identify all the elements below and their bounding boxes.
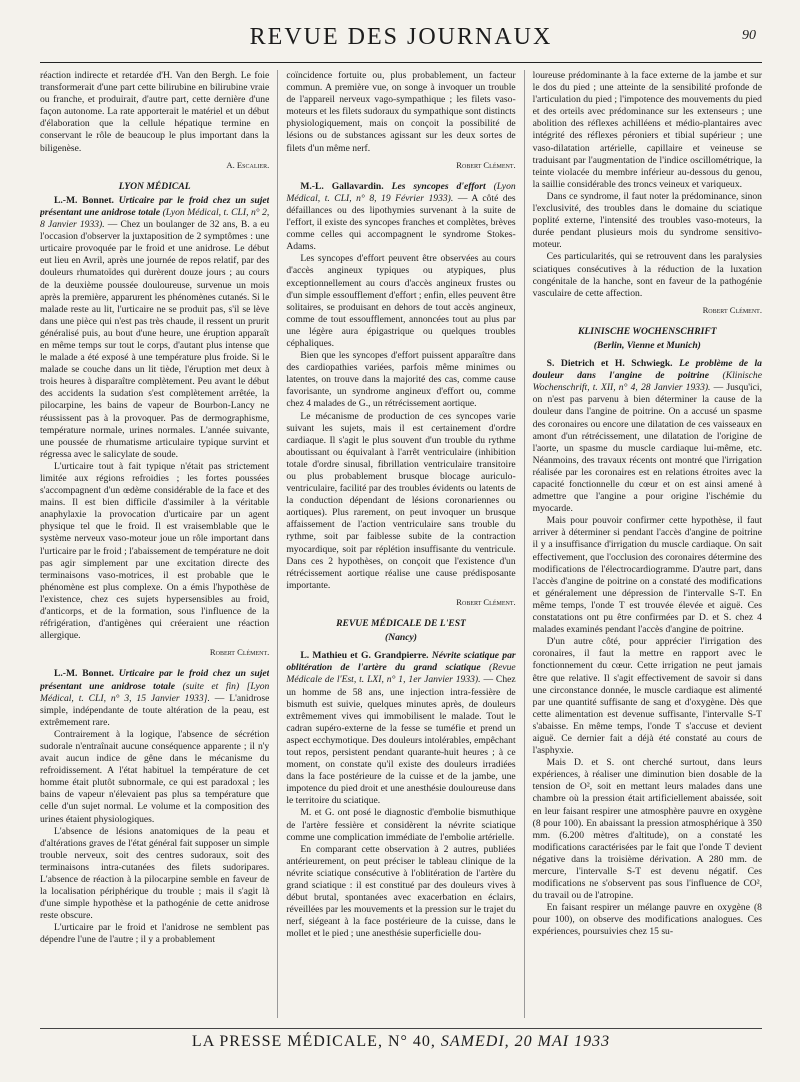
- article-text: — L'anidrose simple, indépendante de toute altération de la peau, est extrêmement rare.: [40, 692, 270, 728]
- journal-heading: LYON MÉDICAL: [118, 180, 191, 192]
- column-3: [524, 70, 762, 1018]
- article-source: (Lyon Médical, t. CLI, n° 8, 19 Février 1933).: [286, 180, 516, 204]
- article-title: Le problème de la douleur dans l'angine de poitrine: [532, 358, 762, 382]
- paragraph: L'urticaire tout à fait typique n'était pas strictement limitée aux régions refroidies ; les fortes poussées s'accompagnent d'un œdème considérable de la face et des mains. Il est bien difficile d'assimiler à la véritable anaphylaxie la provocation d'urticaire par un agent physique tel que le froid. Il est vraisemblable que le système nerveux vaso-moteur joue un rôle important dans l'urticaire par le froid ; l'abaissement de température ne doit pas agir simplement par une excitation directe des terminaisons vaso-motrices, il est probable que le phénomène est plus complexe. On a émis l'hypothèse de l'existence, chez ces sujets hypersensibles au froid, d'anticorps, et de la formation, sous l'influence de la réfrigération, d'antigènes qui créeraient une réaction allergique.: [40, 460, 270, 642]
- article-text: — Jusqu'ici, on n'est pas parvenu à bien déterminer la cause de la douleur dans l'angine de poitrine. On a accusé un spasme des coronaires ou encore une dilatation de ces vaisseaux en amont d'un rétrécissement, une dilatation de l'origine de l'aorte, un spasme du muscle cardiaque lui-même, etc. Néanmoins, des travaux récents ont montré que l'irrigation réalisée par les coronaires est en relations étroites avec la capacité fonctionnelle du cœur et on est ainsi amené à admettre que l'angine a pour origine l'ischémie du myocarde.: [532, 382, 762, 515]
- article-authors: M.-L. Gallavardin.: [300, 180, 384, 192]
- article-text: — Chez un boulanger de 32 ans, B. a eu l'occasion d'observer la juxtaposition de 2 symptômes : une urticaire provoquée par le froid et une anidrose. Le début eut lieu en Avril, après une journée de repos relatif, par des douleurs rhumatoïdes qui durèrent douze jours ; au cours de la deuxième poussée douloureuse, survenue un mois après la première, apparurent les phénomènes cutanés. Si le malade reste au lit, l'urticaire ne se produit pas, s'il se lève dans une pièce qui n'est pas très chaude, il ressent un prurit généralisé puis, au bout d'une heure, une éruption apparaît en même temps sur tout le corps, d'autant plus intense que le malade a été exposé à une température plus froide. Si le malade se couche dans un lit tiède, l'éruption met deux à trois heures à disparaître complètement. Peu avant le début des accidents la sudation s'est complètement arrêtée, la pilocarpine, les bains de vapeur de Bourbon-Lancy ne réussissent pas à la provoquer. Pas de dermographisme, température normale, urines normales. L'année suivante, une poussée de rhumatisme articulaire typique survint et régressa avec le salicylate de soude.: [40, 219, 270, 460]
- author-signature: Robert Clément.: [456, 596, 516, 607]
- paragraph: réaction indirecte et retardée d'H. Van den Bergh. Le foie transformerait d'une part cette bilirubine en bilirubine vraie ou franche, et produirait, d'autre part, cette dernière d'une façon autonome. La rate apporterait le matériel et un début d'élaboration que la cellule hépatique termine en conservant le rôle de beaucoup le plus important dans la biligenèse.: [40, 70, 270, 154]
- journal-heading: KLINISCHE WOCHENSCHRIFT: [577, 325, 717, 337]
- paragraph: En comparant cette observation à 2 autres, publiées antérieurement, on peut préciser le tableau clinique de la névrite sciatique consécutive à l'oblitération de l'artère du grand sciatique : il est constitué par des douleurs vives à début brutal, spontanées avec exacerbation en éclairs, réveillées par les mouvements et la pression sur le trajet du nerf, siégeant à la face postérieure de la cuisse, dans le mollet et le pied ; une anesthésie superficielle dou-: [286, 843, 516, 940]
- journal-location: (Berlin, Vienne et Munich): [593, 339, 701, 351]
- article-title: Urticaire par le froid chez un sujet présentant une anidrose totale: [40, 668, 270, 692]
- author-signature: Robert Clément.: [456, 159, 516, 170]
- paragraph: Mais pour pouvoir confirmer cette hypothèse, il faut arriver à déterminer si pendant l'accès d'angine de poitrine il y a insuffisance d'irrigation du muscle cardiaque. On sait effectivement, que l'occlusion des coronaires détermine des modifications de l'électrocardiogramme. D'autre part, dans l'accès d'angine de poitrine on a constaté des modifications et généralement une dépression de l'intervalle S-T. En même temps, l'onde T est trouvée élevée et aiguë. Ces constatations ont pu être confirmées par D. et S. chez 4 malades examinés pendant l'accès d'angine de poitrine.: [532, 515, 762, 636]
- article-entry: [286, 181, 515, 254]
- article-entry: [286, 650, 515, 807]
- page-header: [40, 18, 762, 63]
- paragraph: Dans ce syndrome, il faut noter la prédominance, sinon l'exclusivité, des troubles dans le domaine du sciatique poplité externe, l'intensité des troubles vaso-moteurs, la durée pendant plusieurs mois du syndrome sensitivo-moteur.: [532, 190, 762, 251]
- article-title: Urticaire par le froid chez un sujet présentant une anidrose totale: [40, 194, 270, 218]
- page-footer: [40, 1028, 762, 1051]
- article-entry: [40, 668, 269, 728]
- article-entry: [40, 195, 269, 461]
- article-source: (Revue Médicale de l'Est, t. LXI, n° 1, 1er Janvier 1933).: [286, 662, 516, 686]
- author-signature: Robert Clément.: [702, 304, 762, 315]
- page-title: REVUE DES JOURNAUX: [249, 24, 553, 50]
- article-source: (Lyon Médical, t. CLI, n° 2, 8 Janvier 1933).: [40, 206, 270, 231]
- author-signature: A. Escalier.: [226, 159, 270, 170]
- paragraph: Mais D. et S. ont cherché surtout, dans leurs expériences, à réaliser une diminution bien dosable de la tension de O², soit en mettant leurs malades dans une chambre où la pression était artificiellement abaissée, soit en leur faisant respirer une atmosphère pauvre en oxygène (8 pour 100). En abaissant la pression atmosphérique à 350 mm. (6.200 mètres d'altitude), on a constaté les modifications caractérisées par le fait que l'onde T devient négative dans la troisième dérivation. A 280 mm. de mercure, l'intervalle S-T est devenu négatif. Ces modifications ne s'observent pas sous l'influence de CO², du travail ou de l'atropine.: [532, 757, 762, 902]
- article-authors: L.-M. Bonnet.: [54, 194, 114, 206]
- paragraph: D'un autre côté, pour apprécier l'irrigation des coronaires, il faut la mettre en rapport avec le fonctionnement du cœur. Cette irrigation ne peut jamais être que relative. Il s'agit effectivement de savoir si dans une circonstance donnée, le muscle cardiaque est alimenté par une quantité suffisante de sang et d'oxygène. Dès que cette alimentation est devenue suffisante, l'intervalle S-T s'abaisse. En même temps, l'onde T s'accuse et devient aiguë. Ce dernier fait a déjà été constaté au cours de l'asphyxie.: [532, 636, 762, 757]
- paragraph: L'urticaire par le froid et l'anidrose ne semblent pas dépendre l'une de l'autre ; il y a probablement: [40, 922, 270, 946]
- article-source: (suite et fin) [Lyon Médical, t. CLI, n° 3, 15 Janvier 1933].: [40, 680, 270, 704]
- paragraph: Contrairement à la logique, l'absence de sécrétion sudorale n'entraînait aucune conséquence apparente ; il n'y avait aucun indice de gêne dans le mécanisme du refroidissement. A l'état habituel la température de cet homme était plutôt subnormale, ce qui est paradoxal ; les bains de vapeur n'élevaient pas plus sa température que celle d'un sujet normal. Le volume et la composition des urines étaient physiologiques.: [40, 728, 270, 825]
- column-1: [40, 70, 269, 1018]
- paragraph: loureuse prédominante à la face externe de la jambe et sur le dos du pied ; une atteinte de la sensibilité profonde de l'articulation du pied ; l'impotence des mouvements du pied et des orteils avec prédominance sur les extenseurs ; une abolition des réflexes achilléens et médio-plantaires avec intégrité des réflexes péroniers et tibial supérieur ; une vaso-dilatation artérielle, capillaire et veineuse se traduisant par l'augmentation de l'indice oscillométrique, la teinte violacée du membre inférieur au-dessous du genou, la saillie considérable des troncs veineux et variqueux.: [532, 70, 762, 190]
- issue-date: SAMEDI, 20 MAI 1933: [440, 1033, 611, 1050]
- journal-heading: REVUE MÉDICALE DE L'EST: [336, 618, 466, 630]
- article-source: (Klinische Wochenschrift, t. XII, n° 4, 28 Janvier 1933).: [532, 370, 762, 394]
- author-signature: Robert Clément.: [209, 647, 270, 658]
- article-title: Névrite sciatique par oblitération de l'artère du grand sciatique: [286, 650, 516, 674]
- page-number: 90: [742, 28, 756, 43]
- column-2: [277, 70, 515, 1018]
- paragraph: M. et G. ont posé le diagnostic d'embolie bismuthique de l'artère fessière et considèrent la névrite sciatique comme une complication immédiate de l'embolie artérielle.: [286, 807, 516, 843]
- article-entry: [533, 358, 762, 515]
- journal-location: (Nancy): [385, 632, 417, 644]
- paragraph: Le mécanisme de production de ces syncopes varie suivant les sujets, mais il est certainement d'ordre cardiaque. Il s'agit le plus souvent d'un trouble du rythme aboutissant ou équivalant à l'arrêt ventriculaire (inhibition totale d'ordre sinusal, fibrillation ventriculaire transitoire ou plus probablement brusque blocage auriculo-ventriculaire, facilité par des troubles évidents ou latents de la conduction dépendant de lésions coronariennes ou aortiques). Plus rarement, on peut invoquer un brusque affaissement de l'action ventriculaire sans trouble du rythme, soit par faiblesse subite de la contraction myocardique, soit par réplétion insuffisante du ventricule. Dans ces 2 hypothèses, on conçoit que l'existence d'un rétrécissement aortique réalise une cause prédisposante importante.: [286, 410, 516, 591]
- paragraph: En faisant respirer un mélange pauvre en oxygène (8 pour 100), on observe des modifications analogues. Ces expériences, poursuivies chez 15 su-: [532, 902, 762, 938]
- article-authors: L.-M. Bonnet.: [54, 668, 114, 680]
- publication-info: LA PRESSE MÉDICALE, N° 40,: [191, 1033, 436, 1050]
- paragraph: Les syncopes d'effort peuvent être observées au cours d'accès angineux typiques ou atypiques, plus exceptionnellement au cours d'accès angineux frustes ou d'un simple essoufflement d'effort ; enfin, elles peuvent être solitaires, se produisant en dehors de tout accès angineux, comme de tout essoufflement, annoncées tout au plus par une légère aura épigastrique ou quelques troubles céphaliques.: [286, 253, 516, 349]
- article-authors: L. Mathieu et G. Grandpierre.: [300, 650, 429, 662]
- paragraph: L'absence de lésions anatomiques de la peau et d'altérations graves de l'état général fait supposer un simple trouble nerveux, soit des centres sudoraux, soit des terminaisons intra-cutanées des filets sudoripares. L'absence de réaction à la pilocarpine semble en faveur de la localisation périphérique du trouble ; mais il s'agit là d'une simple hypothèse et la pathogénie de cette anidrose reste obscure.: [40, 825, 270, 922]
- journal-page: [40, 18, 762, 1068]
- paragraph: Ces particularités, qui se retrouvent dans les paralysies sciatiques consécutives à la réduction de la luxation congénitale de la hanche, sont en faveur de la pathogénie vasculaire de cette affection.: [532, 251, 762, 299]
- paragraph: Bien que les syncopes d'effort puissent apparaître dans des cardiopathies variées, parfois même minimes ou latentes, on trouve dans la majorité des cas, comme cause favorisante, un syndrome angineux d'effort ou, comme chez 4 malades de G., un rétrécissement aortique.: [286, 350, 516, 410]
- article-authors: S. Dietrich et H. Schwiegk.: [546, 358, 673, 370]
- text-columns: [40, 70, 762, 1018]
- article-title: Les syncopes d'effort: [391, 180, 486, 192]
- article-text: — A côté des défaillances ou des lipothymies survenant à la suite de l'effort, il existe des syncopes franches et complètes, brèves comme celles qui accompagnent le syndrome Stokes-Adams.: [286, 192, 516, 253]
- article-text: — Chez un homme de 58 ans, une injection intra-fessière de bismuth est suivie, quelques minutes après, de douleurs extrêmement vives qui immobilisent le malade. Tout le cadran supéro-externe de la fesse se tuméfie et prend un aspect ecchymotique. Des douleurs intolérables, empêchant tout repos, persistent pendant quarante-huit heures ; à ce moment, on constate qu'il existe des douleurs irradiées dans la face postérieure de la cuisse et de la jambe, une impotence du pied droit et une anesthésie douloureuse dans le territoire du sciatique.: [286, 674, 516, 807]
- paragraph: coïncidence fortuite ou, plus probablement, un facteur commun. A première vue, on songe à invoquer un trouble de l'appareil nerveux vago-sympathique ; les filets vaso-moteurs et les filets sudoraux du sympathique sont distincts physiologiquement, mais on conçoit la possibilité de lésions ou de substances agissant sur les deux sortes de filets d'un même nerf.: [286, 70, 516, 154]
